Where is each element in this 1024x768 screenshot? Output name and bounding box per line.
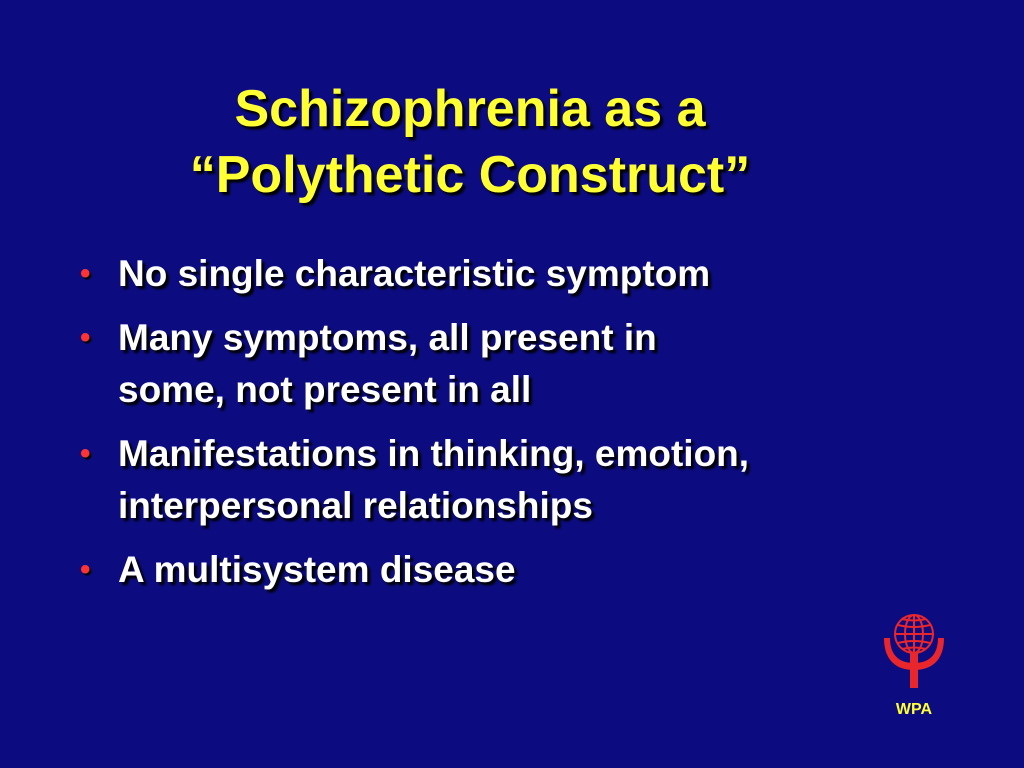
bullet-text-line: No single characteristic symptom: [118, 253, 711, 294]
wpa-logo-text: WPA: [895, 701, 933, 718]
bullet-marker: •: [80, 553, 91, 586]
slide-title-line-2: “Polythetic Construct”: [189, 146, 751, 204]
bullet-list: [80, 248, 960, 608]
bullet-item: [80, 428, 960, 532]
bullet-text-line: interpersonal relationships: [118, 485, 593, 526]
slide-title: [40, 76, 900, 208]
slide-title-line-1: Schizophrenia as a: [234, 80, 706, 138]
bullet-item: [80, 544, 960, 596]
wpa-logo: [872, 612, 956, 724]
bullet-item: [80, 312, 960, 416]
bullet-text-line: Manifestations in thinking, emotion,: [118, 433, 750, 474]
bullet-marker: •: [80, 321, 91, 354]
bullet-marker: •: [80, 257, 91, 290]
wpa-globe-psi-icon: [878, 612, 950, 692]
bullet-text-line: Many symptoms, all present in: [118, 317, 657, 358]
bullet-text-line: some, not present in all: [118, 369, 532, 410]
bullet-item: [80, 248, 960, 300]
bullet-marker: •: [80, 437, 91, 470]
bullet-text-line: A multisystem disease: [118, 549, 516, 590]
